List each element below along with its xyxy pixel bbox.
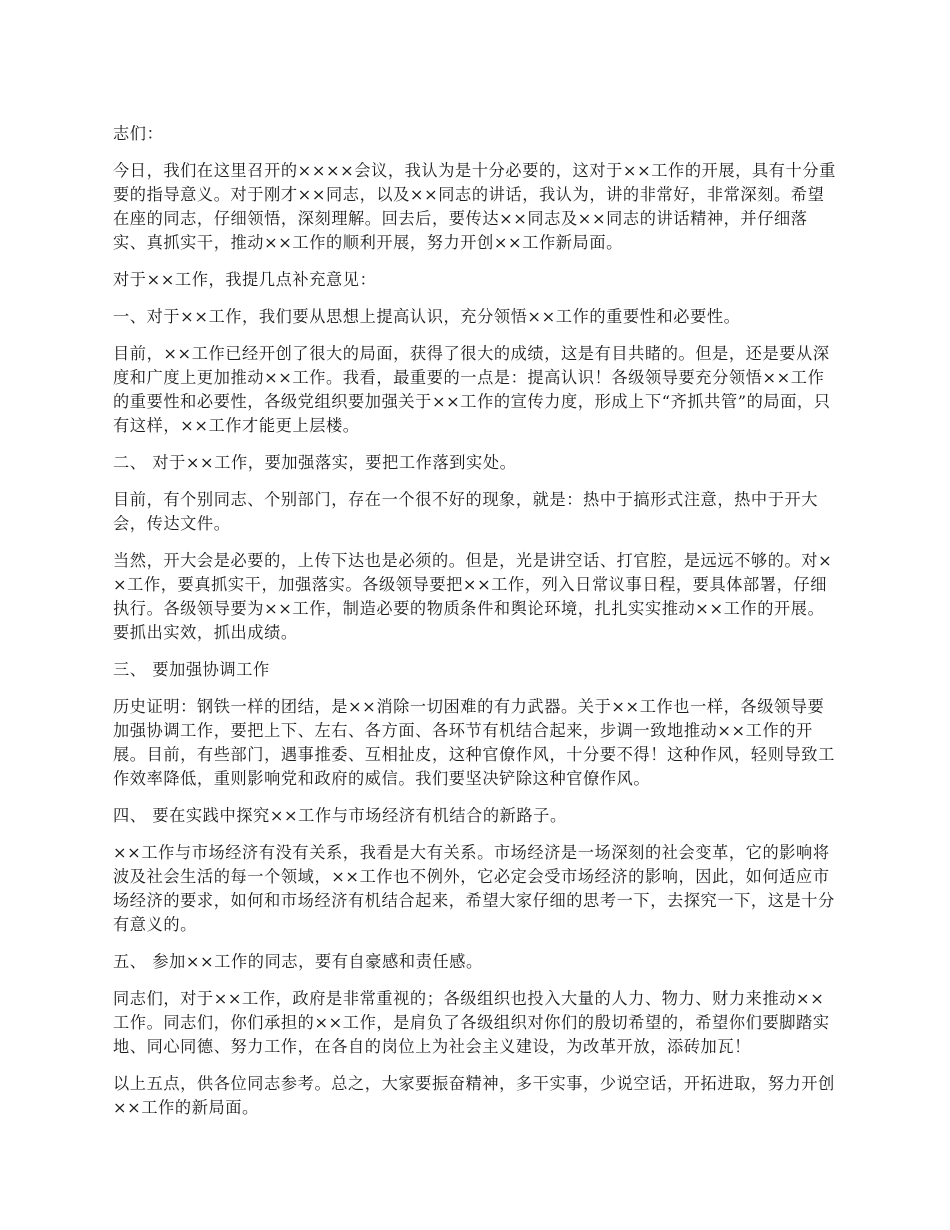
paragraph-intro-points: 对于××工作，我提几点补充意见： (113, 270, 377, 289)
paragraph-section-2a: 目前，有个别同志、个别部门，存在一个很不好的现象，就是：热中于搞形式注意，热中于开大会，传达文件。 (113, 490, 819, 533)
section-heading-3: 三、 要加强协调工作 (113, 660, 270, 679)
document-body (113, 122, 841, 1133)
paragraph-opening: 今日，我们在这里召开的××××会议，我认为是十分必要的，这对于××工作的开展，具有十分重要的指导意义。对于刚才××同志，以及××同志的讲话，我认为，讲的非常好，非常深刻。希望在座的同志，仔细领悟，深刻理解。回去后，要传达××同志及××同志的讲话精神，并仔细落实、真抓实干，推动××工作的顺利开展，努力开创××工作新局面。 (113, 161, 836, 252)
paragraph-section-5: 同志们，对于××工作，政府是非常重视的；各级组织也投入大量的人力、物力、财力来推动××工作。同志们，你们承担的××工作，是肩负了各级组织对你们的殷切希望的，希望你们要脚踏实地、同心同德、努力工作，在各自的岗位上为社会主义建设，为改革开放，添砖加瓦！ (113, 989, 830, 1056)
salutation: 志们： (113, 124, 164, 143)
section-heading-5: 五、 参加××工作的同志，要有自豪感和责任感。 (113, 952, 483, 971)
paragraph-section-2b: 当然，开大会是必要的，上传下达也是必须的。但是，光是讲空话、打官腔，是远远不够的。对××工作，要真抓实干，加强落实。各级领导要把××工作，列入日常议事日程，要具体部署，仔细执行。各级领导要为××工作，制造必要的物质条件和舆论环境，扎扎实实推动××工作的开展。要抓出实效，抓出成绩。 (113, 551, 833, 642)
section-heading-2: 二、 对于××工作，要加强落实，要把工作落到实处。 (113, 453, 517, 472)
paragraph-section-4: ××工作与市场经济有没有关系，我看是大有关系。市场经济是一场深刻的社会变革，它的影响将波及社会生活的每一个领域，××工作也不例外，它必定会受市场经济的影响，因此，如何适应市场经济的要求，如何和市场经济有机结合起来，希望大家仔细的思考一下，去探究一下，这是十分有意义的。 (113, 843, 835, 934)
paragraph-section-3: 历史证明：钢铁一样的团结，是××消除一切困难的有力武器。关于××工作也一样，各级领导要加强协调工作，要把上下、左右、各方面、各环节有机结合起来，步调一致地推动××工作的开展。目前，有些部门，遇事推委、互相扯皮，这种官僚作风，十分要不得！这种作风，轻则导致工作效率降低，重则影响党和政府的威信。我们要坚决铲除这种官僚作风。 (113, 697, 835, 788)
section-heading-1: 一、对于××工作，我们要从思想上提高认识，充分领悟××工作的重要性和必要性。 (113, 307, 741, 326)
paragraph-section-1: 目前，××工作已经开创了很大的局面，获得了很大的成绩，这是有目共睹的。但是，还是要从深度和广度上更加推动××工作。我看，最重要的一点是：提高认识！各级领导要充分领悟××工作的重要性和必要性，各级党组织要加强关于××工作的宣传力度，形成上下“齐抓共管”的局面，只有这样，××工作才能更上层楼。 (113, 344, 831, 435)
section-heading-4: 四、 要在实践中探究××工作与市场经济有机结合的新路子。 (113, 806, 567, 825)
paragraph-closing: 以上五点，供各位同志参考。总之，大家要振奋精神，多干实事，少说空话，开拓进取，努力开创××工作的新局面。 (113, 1074, 835, 1117)
